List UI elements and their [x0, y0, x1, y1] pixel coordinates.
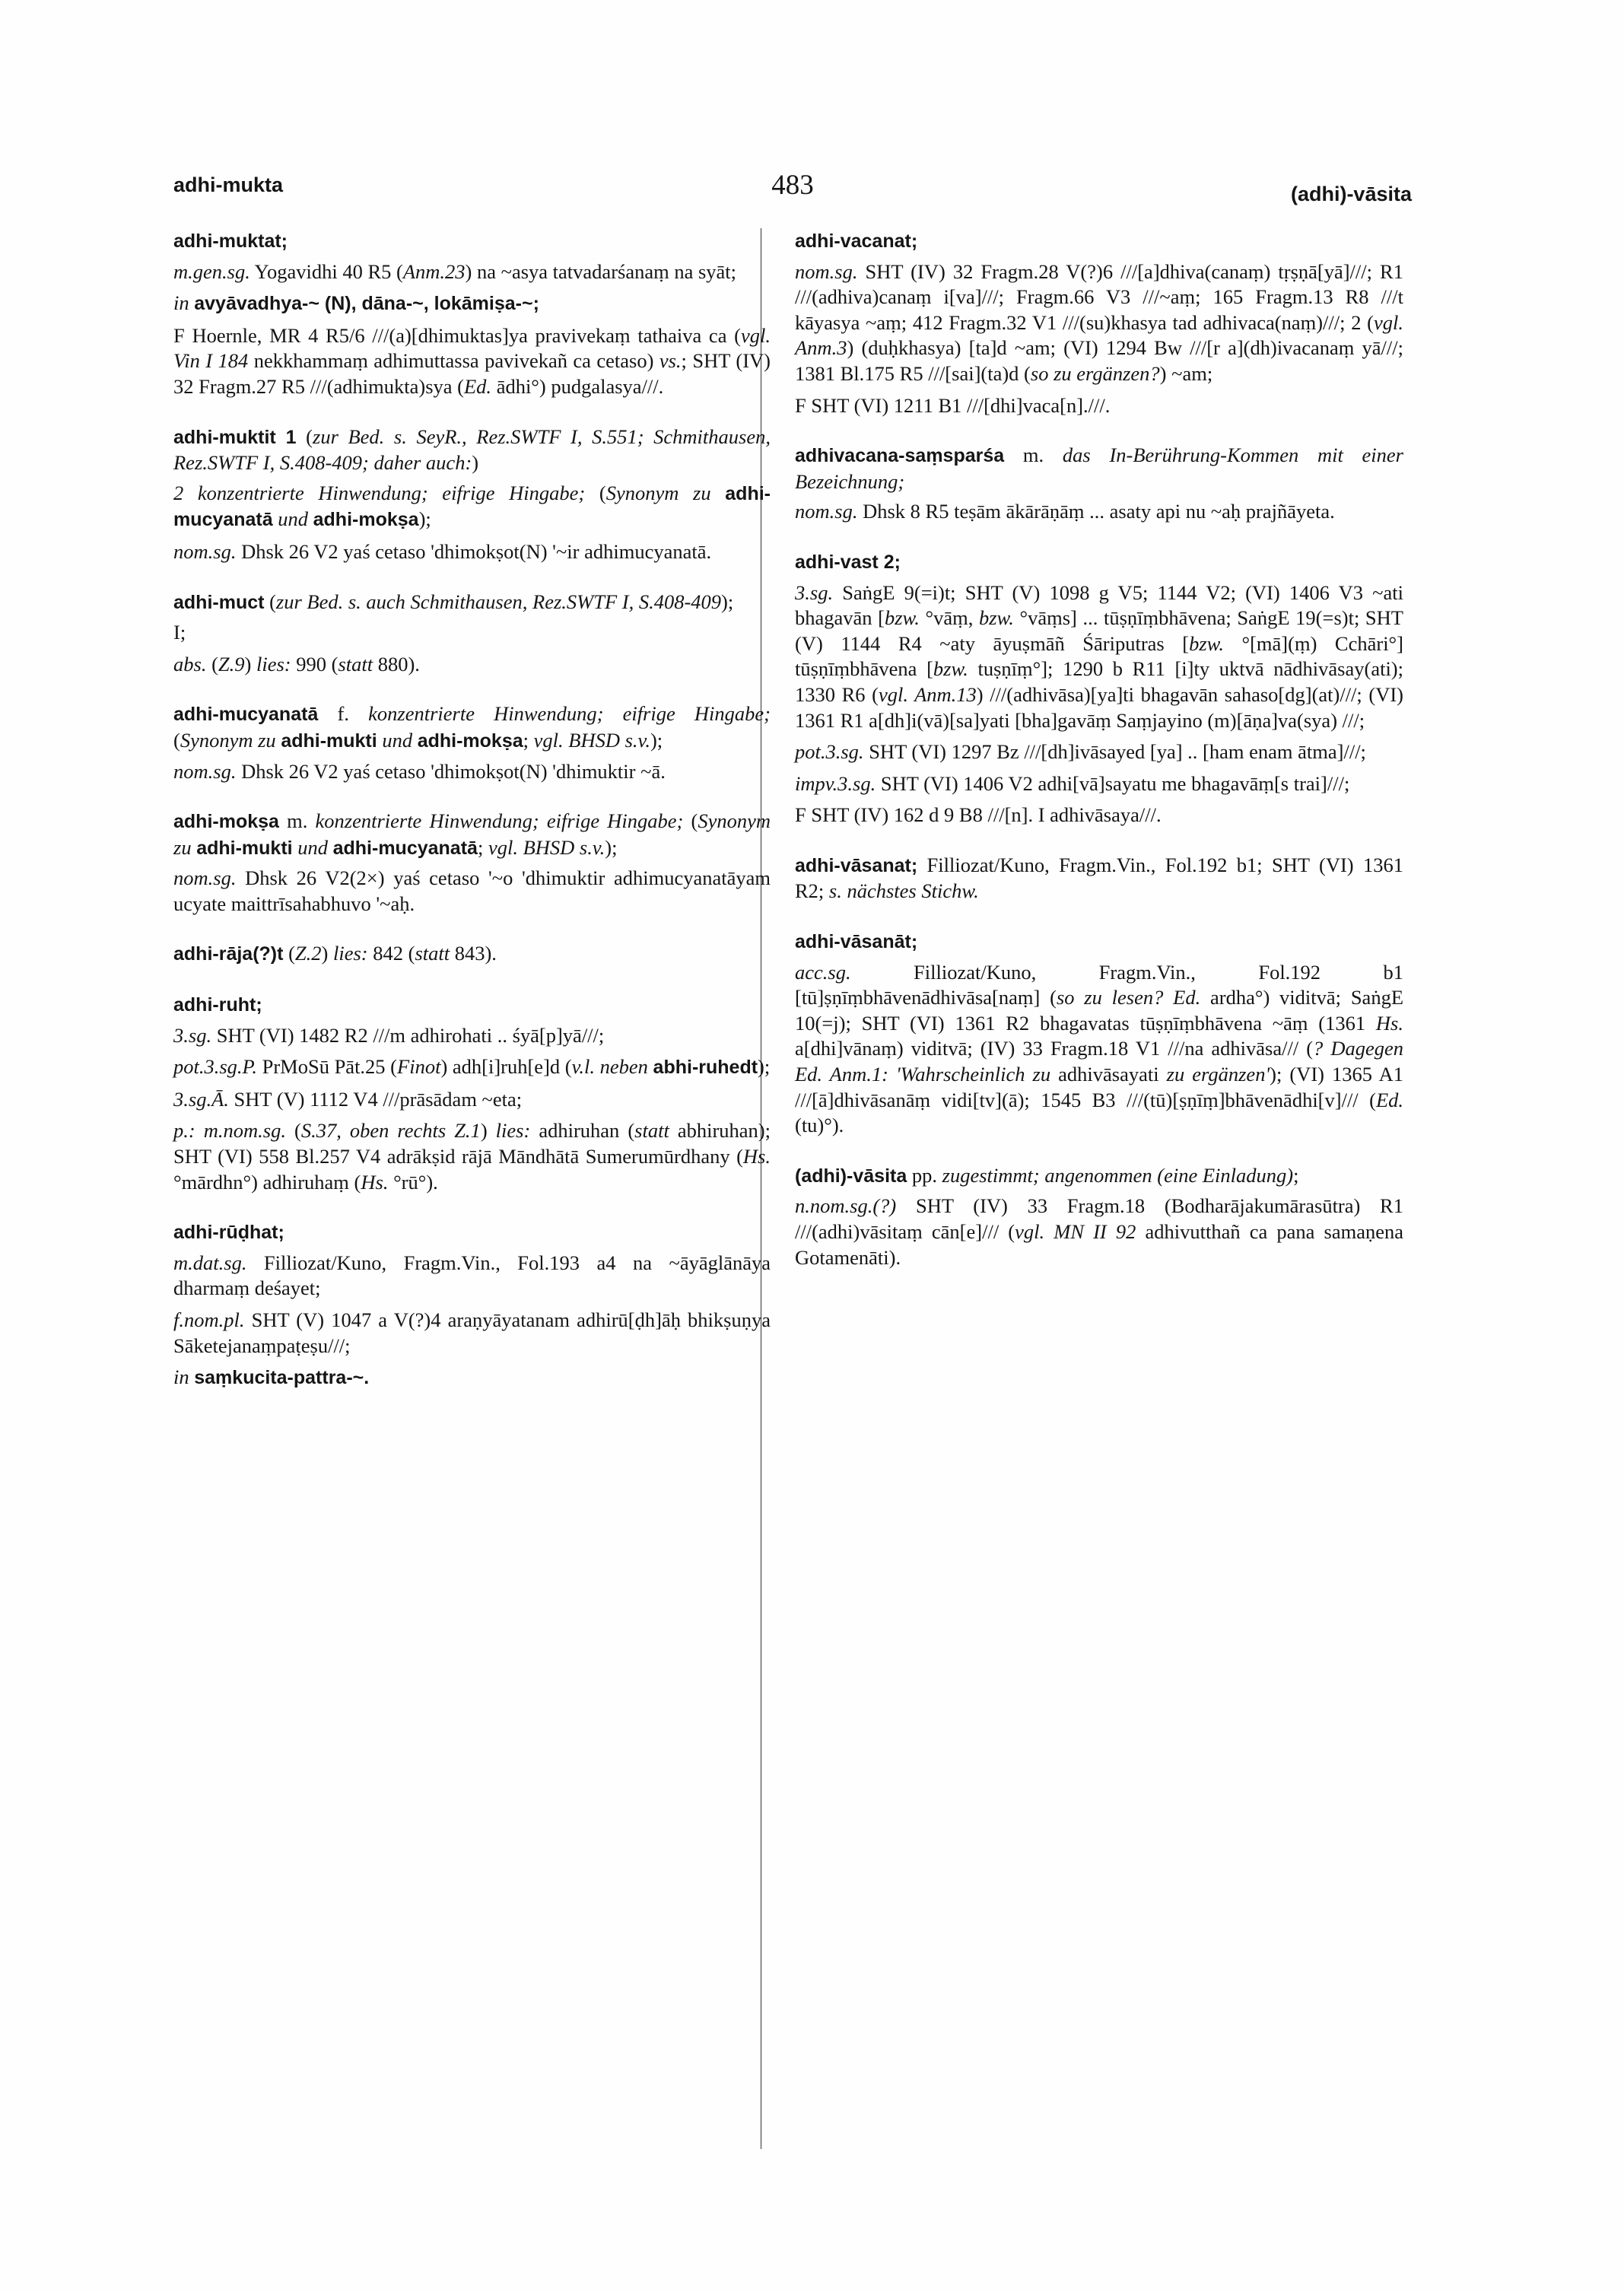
entry-citation: I; [173, 621, 186, 644]
left-column [173, 228, 771, 1416]
right-column [795, 228, 1403, 1295]
entry-citation: pot.3.sg. SHT (VI) 1297 Bz ///[dh]ivāsayed [ya] .. [ham enam ātma]///; [795, 740, 1366, 764]
entry-citation: in saṃkucita-pattra-~. [173, 1365, 370, 1389]
entry-citation: in avyāvadhya-~ (N), dāna-~, lokāmiṣa-~; [173, 291, 539, 315]
dictionary-entry [795, 443, 1403, 525]
entry-headword-gloss: m. konzentrierte Hinwendung; eifrige Hingabe; (Synonym zu adhi-mukti und adhi-mucyanatā; vgl. BHSD s.v.); [173, 809, 771, 859]
dictionary-entry [795, 853, 1403, 904]
entry-citation: nom.sg. Dhsk 26 V2 yaś cetaso 'dhimokṣot(N) 'dhimuktir ~ā. [173, 759, 666, 783]
entry-citation: 3.sg. SaṅgE 9(=i)t; SHT (V) 1098 g V5; 1144 V2; (VI) 1406 V3 ~ati bhagavān [bzw. °vāṃ, bzw. °vāṃs] ... tūṣṇīṃbhāvena; SaṅgE 19(=s)t; SHT (V) 1144 R4 ~aty āyuṣmāñ Śāriputras [bzw. °[mā](ṃ) Cchāri°] tūṣṇīṃbhāvena [bzw. tuṣṇīṃ°]; 1290 b R11 [i]ty uktvā nādhivāsay(ati); 1330 R6 (vgl. Anm.13) ///(adhivāsa)[ya]ti bhagavān sahaso[dg](at)///; (VI) 1361 R1 a[dh]i(vā)[sa]yati [bha]gavāṃ Saṃjayino (m)[āṇa]va(sya) ///; [795, 580, 1403, 732]
entry-headword: adhi-ruht; [173, 994, 262, 1016]
entry-citation: m.dat.sg. Filliozat/Kuno, Fragm.Vin., Fol.193 a4 na ~āyāglānāya dharmaṃ deśayet; [173, 1251, 771, 1300]
entry-headword: (adhi)-vāsita [795, 1165, 907, 1187]
dictionary-entry [173, 809, 771, 917]
entry-citation: 2 konzentrierte Hinwendung; eifrige Hingabe; (Synonym zu adhi-mucyanatā und adhi-mokṣa); [173, 481, 771, 531]
entry-headword: adhi-vast 2; [795, 551, 901, 573]
entry-headword-line [795, 853, 1403, 904]
dictionary-entry [173, 590, 771, 678]
running-head-right: (adhi)-vāsita [1290, 183, 1412, 205]
dictionary-entry [795, 929, 1403, 1139]
entry-headword-line [173, 992, 771, 1019]
entry-headword-line [173, 590, 771, 616]
entry-headword-gloss: m. das In-Berührung-Kommen mit einer Bezeichnung; [795, 443, 1403, 493]
running-head-left: adhi-mukta [173, 173, 284, 196]
entry-headword-gloss: Filliozat/Kuno, Fragm.Vin., Fol.192 b1; SHT (VI) 1361 R2; s. nächstes Stichw. [795, 853, 1403, 903]
entry-headword-gloss: f. konzentrierte Hinwendung; eifrige Hingabe; (Synonym zu adhi-mukti und adhi-mokṣa; vgl. BHSD s.v.); [173, 702, 771, 752]
entry-headword-line [795, 929, 1403, 955]
entry-citation: nom.sg. Dhsk 26 V2(2×) yaś cetaso '~o 'dhimuktir adhimucyanatāyam ucyate maittrīsahabhuvo '~aḥ. [173, 866, 771, 915]
entry-headword-gloss: (zur Bed. s. SeyR., Rez.SWTF I, S.551; Schmithausen, Rez.SWTF I, S.408-409; daher auch:) [173, 424, 771, 475]
entry-headword-line [173, 424, 771, 476]
entry-citation: pot.3.sg.P. PrMoSū Pāt.25 (Finot) adh[i]ruh[e]d (v.l. neben abhi-ruhedt); [173, 1055, 771, 1079]
dictionary-entry [795, 228, 1403, 418]
running-head [173, 170, 1412, 210]
entry-headword: adhi-muktit 1 [173, 426, 297, 448]
entry-headword-line [795, 1163, 1403, 1190]
entry-citation: f.nom.pl. SHT (V) 1047 a V(?)4 araṇyāyatanam adhirū[ḍh]āḥ bhikṣuṇya Sāketejanaṃpaṭeṣu///; [173, 1308, 771, 1357]
entry-headword: adhivacana-saṃsparśa [795, 445, 1005, 467]
entry-headword-gloss: (Z.2) lies: 842 (statt 843). [283, 942, 497, 965]
entry-headword: adhi-vāsanat; [795, 854, 918, 876]
entry-headword-line [795, 228, 1403, 255]
entry-headword-gloss: (zur Bed. s. auch Schmithausen, Rez.SWTF I, S.408-409); [264, 590, 734, 613]
entry-headword-line [795, 549, 1403, 576]
entry-headword: adhi-mucyanatā [173, 704, 319, 726]
entry-citation: m.gen.sg. Yogavidhi 40 R5 (Anm.23) na ~asya tatvadarśanaṃ na syāt; [173, 259, 737, 283]
entry-headword-line [173, 228, 771, 255]
entry-citation: n.nom.sg.(?) SHT (IV) 33 Fragm.18 (Bodharājakumārasūtra) R1 ///(adhi)vāsitaṃ cān[e]/// (vgl. MN II 92 adhivutthañ ca pana samaṇena Gotamenāti). [795, 1194, 1403, 1269]
dictionary-entry [173, 701, 771, 784]
entry-citation: p.: m.nom.sg. (S.37, oben rechts Z.1) lies: adhiruhan (statt abhiruhan); SHT (VI) 558 Bl.257 V4 adrākṣid rājā Māndhātā Sumerumūrdhany (Hs. °mārdhn°) adhiruhaṃ (Hs. °rū°). [173, 1119, 771, 1194]
entry-citation: acc.sg. Filliozat/Kuno, Fragm.Vin., Fol.192 b1 [tū]ṣṇīṃbhāvenādhivāsa[naṃ] (so zu lesen? Ed. ardha°) viditvā; SaṅgE 10(=j); SHT (VI) 1361 R2 bhagavatas tūṣṇīṃbhāvena ~āṃ (1361 Hs. a[dhi]vānaṃ) viditvā; (IV) 33 Fragm.18 V1 ///na adhivāsa/// (? Dagegen Ed. Anm.1: 'Wahrscheinlich zu adhivāsayati zu ergänzen'); (VI) 1365 A1 ///[ā]dhivāsanāṃ vidi[tv](ā); 1545 B3 ///(tū)[ṣṇīṃ]bhāvenādhi[v]/// (Ed. (tu)°). [795, 960, 1404, 1137]
entry-headword-line [173, 941, 771, 968]
dictionary-entry [795, 1163, 1403, 1270]
entry-headword-line [795, 443, 1403, 494]
entry-citation: F SHT (VI) 1211 B1 ///[dhi]vaca[n].///. [795, 393, 1111, 417]
entry-headword-line [173, 1219, 771, 1246]
entry-citation: 3.sg.Ā. SHT (V) 1112 V4 ///prāsādam ~eta; [173, 1087, 523, 1111]
entry-citation: impv.3.sg. SHT (VI) 1406 V2 adhi[vā]sayatu me bhagavāṃ[s trai]///; [795, 771, 1350, 795]
entry-headword-line [173, 701, 771, 754]
entry-headword-gloss: pp. zugestimmt; angenommen (eine Einladung); [907, 1163, 1299, 1187]
entry-citation: nom.sg. Dhsk 8 R5 teṣām ākārāṇāṃ ... asaty api nu ~aḥ prajñāyeta. [795, 500, 1335, 523]
entry-citation: abs. (Z.9) lies: 990 (statt 880). [173, 652, 420, 676]
entry-citation: nom.sg. Dhsk 26 V2 yaś cetaso 'dhimokṣot(N) '~ir adhimucyanatā. [173, 539, 712, 563]
page-number: 483 [771, 170, 814, 201]
entry-citation: F SHT (IV) 162 d 9 B8 ///[n]. I adhivāsaya///. [795, 803, 1162, 827]
dictionary-entry [173, 992, 771, 1195]
entry-headword: adhi-muct [173, 591, 265, 613]
entry-headword: adhi-rāja(?)t [173, 943, 284, 965]
entry-citation: 3.sg. SHT (VI) 1482 R2 ///m adhirohati .. śyā[p]yā///; [173, 1023, 605, 1047]
entry-headword: adhi-mokṣa [173, 811, 279, 833]
entry-headword: adhi-vacanat; [795, 230, 918, 252]
dictionary-entry [173, 424, 771, 565]
dictionary-entry [173, 941, 771, 968]
entry-headword: adhi-muktat; [173, 230, 288, 252]
dictionary-entry [173, 1219, 771, 1391]
entry-headword: adhi-rūḍhat; [173, 1222, 284, 1244]
entry-headword: adhi-vāsanāt; [795, 931, 918, 953]
dictionary-entry [795, 549, 1403, 828]
dictionary-entry [173, 228, 771, 400]
entry-headword-line [173, 809, 771, 861]
entry-citation: nom.sg. SHT (IV) 32 Fragm.28 V(?)6 ///[a]dhiva(canaṃ) tṛṣṇā[yā]///; R1 ///(adhiva)canaṃ i[va]///; Fragm.66 V3 ///~aṃ; 165 Fragm.13 R8 ///t kāyasya ~aṃ; 412 Fragm.32 V1 ///(su)khasya tad adhivaca(naṃ)///; 2 (vgl. Anm.3) (duḥkhasya) [ta]d ~am; (VI) 1294 Bw ///[r a](dh)ivacanaṃ yā///; 1381 Bl.175 R5 ///[sai](ta)d (so zu ergänzen?) ~am; [795, 259, 1403, 385]
entry-citation: F Hoernle, MR 4 R5/6 ///(a)[dhimuktas]ya pravivekaṃ tathaiva ca (vgl. Vin I 184 nekkhammaṃ adhimuttassa pavivekañ ca cetaso) vs.; SHT (IV) 32 Fragm.27 R5 ///(adhimukta)sya (Ed. ādhi°) pudgalasya///. [173, 323, 771, 398]
